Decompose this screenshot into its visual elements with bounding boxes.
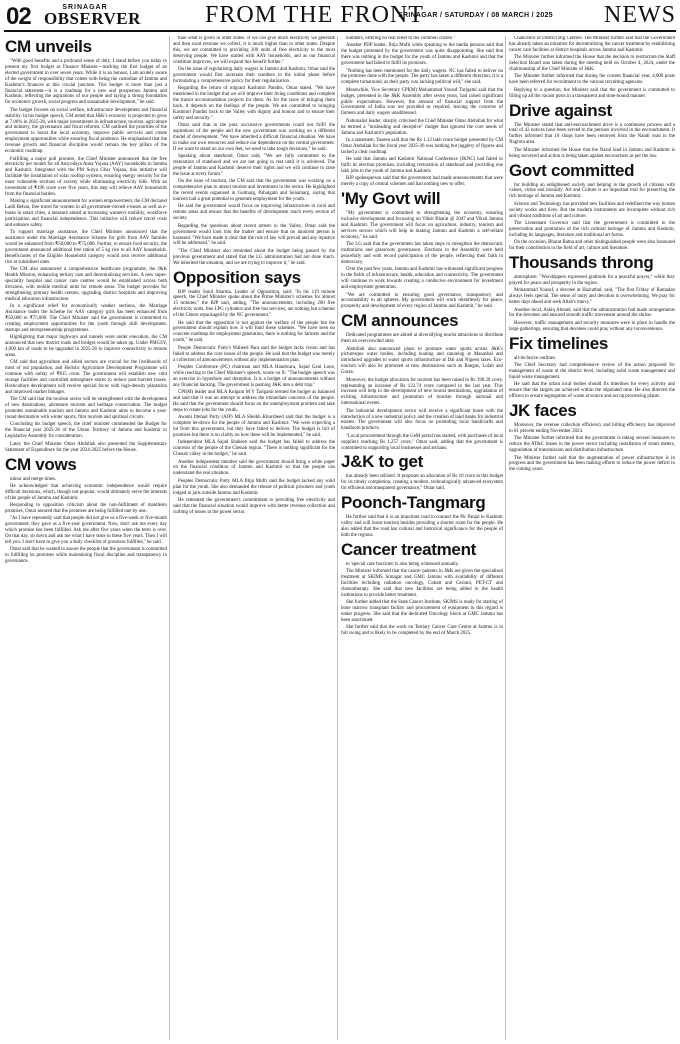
article-paragraph: Science and Technology has provided new facilities and redefined the way human society works and lives. But the modern instruments are incomplete without rich and vibrant traditions of art and culture.: [509, 201, 675, 219]
article-paragraph: Highlighting that major highways and tunnels were under execution, the CM announced that new district roads and bridges would be taken up. Under PMGSY, 4,000 km of roads to be upgraded in 2025-26 to improve connectivity to remote areas.: [5, 335, 167, 358]
article-paragraph: has already been utilized. It proposes an allocation of Rs 10 crore in this budget for its timely completion, creating a modern, technologically advanced ecosystem for efficient and transparent governance," Omar said.: [341, 474, 503, 492]
article-paragraph: "Nothing has been mentioned for the daily wagers. NC has failed to deliver on the promises done with the people. The party has taken a different direction, it is a complete turnaround, as their party was lacking political will," she said.: [341, 68, 503, 86]
article-paragraph: She further added that the State Cancer Institute, SKIMS is ready for starting of bone marrow transplant facility and procurement of equipment in this regard is under progress. She said that the dedicated Oncology block at GMC Jammu has been sanctioned.: [341, 600, 503, 623]
column-4: [509, 36, 675, 1040]
article-paragraph: Concluding his budget speech, the chief minister commended the Budget for the financial year 2025-26 of the Union Territory of Jammu and Kashmir to Legislative Assembly for consideration.: [5, 422, 167, 440]
article-paragraph: He said that the opposition is not against the welfare of the people but the government should explain how it will fund these schemes. "We have seen no concrete roadmap for employment generation, there is nothing for farmers and the youth," he said.: [173, 320, 335, 344]
article-paragraph: However, traffic management and security measures were in place to handle the large gatherings, ensuring that devotees could pray without any inconvenience.: [509, 320, 675, 332]
article-headline: JK faces: [509, 400, 577, 420]
article-paragraph: Peoples Democratic Party MLA Iltija Mufti said the budget lacked any solid plan for the youth. She also demanded the release of political prisoners and youth lodged in jails outside Jammu and Kashmir.: [173, 478, 335, 496]
article-headline: CM announces: [341, 311, 459, 331]
article-headline: CM unveils: [5, 37, 92, 56]
article-paragraph: The Minister further informed the House that the decision to restructure the Staff Selection Board was taken during the meeting held on October 4, 2024, under the chairmanship of the Chief Minister of J&K.: [509, 55, 675, 73]
article-paragraph: People Democratic Party's Waheed Para said the budget lacks vision and has failed to address the core issues of the people. He said that the budget was merely a collection of announcements without any implementation plan.: [173, 345, 335, 363]
article-paragraph: He said the government would focus on improving infrastructure in rural and remote areas and ensure that the benefits of development reach every section of society.: [173, 204, 335, 222]
section-label-news: NEWS: [604, 2, 676, 28]
article-paragraph: The Minister further said that the augmentation of power infrastructure is in progress and the government has been making efforts to reduce the power deficit in the coming years.: [509, 455, 675, 473]
article-paragraph: Dedicated programmes are aimed at diversifying tourist attractions to distribute them on overcrowded sites.: [341, 333, 503, 345]
article-paragraph: Independent MLA Sajad Shaheen said the budget has failed to address the concerns of the people of the Chenab region. "There is nothing significant for the Chenab valley in the budget," he said.: [173, 440, 335, 458]
article-paragraph: Moreover, the budget allocation for tourism has been raised to Rs 390.20 crore, representing an increase of Rs 122.74 crore compared to the last year. This increase will help in the development of new tourist destinations, upgradation of existing infrastructure and promotion of tourism through national and international events.: [341, 377, 503, 407]
article-headline: Opposition says: [173, 267, 301, 287]
article-headline: J&K to get: [341, 452, 424, 472]
article-paragraph: Omar said that in the past, successive governments could not fulfil the aspirations of the people and the new government was working on a different model of development. "We have inherited a difficult financial situation. We have to make our own resources and reduce our dependence on the central government. If we want to stand on our own feet, we need to take tough decisions," he said.: [173, 123, 335, 152]
column-divider: [169, 36, 170, 1040]
article-headline: Drive against: [509, 100, 612, 120]
article-paragraph: Another independent member said the government should bring a white paper on the financial condition of Jammu and Kashmir so that the people can understand the real situation.: [173, 459, 335, 477]
article-paragraph: The Minister informed the House that the Nazul land in Jammu and Kashmir is being surveyed and action is being taken against encroachers as per the law.: [509, 147, 675, 159]
article-paragraph: The industrial development sector will receive a significant boost with the introduction of a new industrial policy and the creation of land banks for industrial estates. The government will also focus on promoting local handicrafts and handloom products.: [341, 408, 503, 432]
article-paragraph: "My government is committed to strengthening the economy, ensuring inclusive development and focussing on Viksit Bharat @ 2047 and Viksit Jammu and Kashmir. The government will focus on agriculture, industry, tourism and services sectors which will help in making Jammu and Kashmir a self-reliant economy," he said.: [341, 211, 503, 240]
article-paragraph: He said that Jammu and Kashmir National Conference (JKNC) had failed to fulfil its election promises, including restoration of statehood and providing one lakh jobs to the youth of Jammu and Kashmir.: [341, 157, 503, 175]
article-paragraph: Replying to a question, the Minister said that the government is committed to filling up all the vacant posts in a transparent and time-bound manner.: [509, 87, 675, 99]
masthead-rule: [4, 30, 676, 32]
article-paragraph: Another PDP leader, Iltija Mufti while speaking to the media persons said that the budget presented by the government was quite disappointing. She said that there was nothing in the budget for the youth of Jammu and Kashmir and that the government had failed to fulfil its promises.: [341, 43, 503, 67]
article-paragraph: He reiterated the government's commitment to providing free electricity and said that the financial situation would improve with better revenue collection and curbing of losses in the power sector.: [173, 497, 335, 515]
article-paragraph: Awami Ittehad Party (AIP) MLA Sheikh Khursheed said that the budget is a complete let-down for the people of Jammu and Kashmir. "We were expecting a lot from this government, but they have failed to deliver. The budget is full of promises but there is no clarity on how these will be implemented," he said.: [173, 415, 335, 438]
dateline: SRINAGAR / SATURDAY / 08 MARCH / 2025: [398, 12, 553, 19]
column-3: [341, 36, 503, 1040]
article-paragraph: The Lieutenant Governor said that the government is committed to the preservation and promotion of the rich cultural heritage of Jammu and Kashmir, including its languages, literature and traditional art forms.: [509, 220, 675, 238]
article-paragraph: than what is given in other states. If we can give much electricity we generate and then want revenue we collect, it is much higher than in other states. Despite this, we are committed to providing 200 units of free electricity to the most deserving people. We have started with AAY households, and as our financial condition improves, we will expand this benefit further.": [173, 36, 335, 65]
article-paragraph: "With good benefits and a profound sense of duty, I stand before you today to present my first budget as Finance Minister—marking the first budget of an elected government in over seven years. While it is an honour, I am acutely aware of the weight of responsibility that comes with being the custodian of Jammu and Kashmir's finances at this crucial juncture. This budget is more than just a financial statement—it is a roadmap for a new and prosperous Jammu and Kashmir, reflecting the aspirations of our people and laying a strong foundation for economic growth, social progress and sustainable development," he said.: [5, 59, 167, 106]
article-paragraph: The LG said that the government has taken steps to strengthen the democratic institutions and grassroots governance. Elections to the Assembly were held peacefully and with record participation of the people, reflecting their faith in democracy.: [341, 242, 503, 265]
article-paragraph: He said that the urban local bodies should fix timelines for every activity and ensure that the targets are achieved within the stipulated time. He also directed the officers to ensure segregation of waste at source and set up processing plants.: [509, 382, 675, 400]
article-paragraph: BJP spokesperson said that the government had made announcements that were merely a copy of central schemes and had nothing new to offer.: [341, 176, 503, 188]
article-paragraph: Later, the Chief Minister Omar Abdullah also presented the Supplementary Statement of Expenditure for the year 2024-2025 before the House.: [5, 441, 167, 453]
paper-name: OBSERVER: [44, 9, 141, 28]
article-paragraph: atmosphere. "Worshippers expressed gratitude for a peaceful prayer," while they prayed for peace and prosperity in the region.: [509, 274, 675, 286]
article-paragraph: The budget focuses on social welfare, infrastructure development and financial stability. In his budget speech, CM noted that J&K's economy is projected to grow at 7.06% in 2025-26, with major investments in infrastructure, tourism, agriculture and industry, the governance and fiscal reforms. CM outlined the priorities of the government to boost the local economy, improve public services and create employment opportunities while ensuring fiscal prudence. He emphasised that the revenue growth and financial discipline would remain the key pillars of the economic roadmap.: [5, 107, 167, 155]
article-paragraph: Nationalist leader, sharply criticised the Chief Minister Omar Abdullah for what he termed a "misleading and deceptive" budget that ignored the core needs of Jammu and Kashmir's population.: [341, 118, 503, 136]
article-paragraph: He further said that it is an important road to connect the Pir Panjal to Kashmir valley and will boost tourism besides providing a shorter route for the people. He also added that the road has cultural and historical significance for the people of both the regions.: [341, 515, 503, 538]
article-paragraph: Responding to opposition criticism about the non-fulfilment of manifesto promises, Omar assured that the promises are being fulfilled one by one.: [5, 503, 167, 515]
article-headline: CM vows: [5, 454, 77, 474]
article-paragraph: Peoples Conference (PC) chairman and MLA Handwara, Sajad Gani Lone, while reacting to the Chief Minister's speech, wrote on X: "The budget speech was an exercise in hyperbole and deception. It is a budget of announcements without any financial backing. The government is pushing J&K into a debt trap.": [173, 364, 335, 388]
article-paragraph: To support marriage assistance, the Chief Minister announced that the assistance under the Marriage Assistance Scheme for girls from AAY families would be enhanced from ₹50,000 to ₹75,000. Further, to ensure food security, the government announced additional free ration of 5 kg rice to all AAY households. Beneficiaries of the Eligible Household category would also receive additional rice at subsidised rates.: [5, 230, 167, 265]
article-paragraph: The Minister further informed that the government is taking several measures to reduce the AT&C losses in the power sector including installation of smart meters, upgradation of transmission and distribution infrastructure.: [509, 436, 675, 454]
article-paragraph: numbers, offering no real relief to the common citizen.": [346, 36, 456, 41]
column-divider: [337, 36, 338, 1040]
article-paragraph: Over the past few years, Jammu and Kashmir has witnessed significant progress in the fields of infrastructure, health, education and connectivity. The government will continue to work towards creating a conducive environment for investment and employment generation.: [341, 267, 503, 291]
article-paragraph: Speaking about statehood, Omar said, "We are fully committed to the restoration of statehood and we are not going to rest until it is achieved. The people of Jammu and Kashmir deserve their rights and we will continue to raise the issue at every forum.": [173, 154, 335, 177]
article-paragraph: to 'special care baccines' is also being witnessed annually.: [346, 561, 459, 567]
paper-city: SRINAGAR: [62, 4, 108, 11]
article-paragraph: The Minister informed that the cancer patients in J&K are given the specialised treatment at SKIMS Srinagar and GMC Jammu with availability of different facilities including radiation oncology, Cobalt and Cesium, PET-CT and chemotherapy. She said that new facilities are being added in the health institutions to provide better treatment.: [341, 569, 503, 598]
article-paragraph: "As I have repeatedly said that people did not give us a five-week or five-month government; they gave us a five-year government. Now, don't ask me every day which promise has been fulfilled. Ask me after five years when the term is over. On that day, sit down and ask me what I have done in these five years. Then I will tell you. I don't have to give you a daily checklist of promises fulfilled," he said.: [5, 516, 167, 546]
article-headline: Govt committed: [509, 160, 635, 180]
article-paragraph: "Local procurement through the GeM portal has started, with purchases of local suppliers reaching Rs 1,257 crore," Omar said, adding that the government is committed to supporting local businesses and artisans.: [341, 433, 503, 451]
article-paragraph: In a significant relief for economically weaker sections, the Marriage Assistance under the Scheme for AAY category girls has been enhanced from ₹50,000 to ₹75,000. The Chief Minister said the government is committed to creating employment opportunities for the youth through skill development, startups and entrepreneurship programmes.: [5, 304, 167, 333]
article-paragraph: Fulfilling a major poll promise, the Chief Minister announced that the free electricity per month for all Antyodaya Anna Yojana (AAY) households in Jammu and Kashmir. Integrated with the PM Surya Ghar Yojana, this initiative will facilitate the installation of solar rooftop systems, ensuring energy security for the most vulnerable sections of society while eliminating electricity bills. With an investment of ₹196 crore over five years, this step will relieve AAY households from the financial burden.: [5, 156, 167, 197]
article-paragraph: In a statement, Yaseen said that the Rs 1.12 lakh crore budget presented by CM Omar Abdullah for the fiscal year 2025-26 was nothing but jugglery of figures and lacked a clear roadmap.: [341, 138, 503, 155]
article-paragraph: On the issue of regularising daily wagers in Jammu and Kashmir, Omar said the government would first ascertain their numbers in the initial phase before formulating a comprehensive policy for their regularisation.: [173, 67, 335, 84]
article-paragraph: The Chief Secretary had comprehensive review of the action proposed for management of waste at the district level, including solid waste management and liquid waste management.: [509, 363, 675, 380]
article-headline: Poonch-Tangmarg: [341, 493, 486, 513]
article-paragraph: He acknowledged that achieving economic independence would require difficult decisions, which, though not popular, would ultimately serve the interests of the people of Jammu and Kashmir.: [5, 483, 167, 501]
article-paragraph: CM said that agriculture and allied sectors are crucial for the livelihoods of most of our population, and Holistic Agriculture Development Programme will continue with outlay of ₹815 crore. The government will establish new cold storage facilities and controlled atmosphere stores to reduce post-harvest losses. Horticulture development will receive special focus with high-density plantation and improved market linkages.: [5, 360, 167, 395]
article-paragraph: Abdullah also announced plans to promote water sports across J&K's picturesque water bodies, including boating and canoeing at Manasbal and introduced upgrades to water sports infrastructure at Dal and Nigeen lakes. Eco-tourism will also be promoted at new destinations such as Bangus, Lolab and Gurez.: [341, 346, 503, 376]
article-paragraph: On the issue of tourism, the CM said that the government was working on a comprehensive plan to attract tourists and investment in the sector. He highlighted the recent events organised in Gulmarg, Pahalgam and Sonamarg, saying that tourism had a great potential to generate employment for the youth.: [173, 179, 335, 203]
article-headline: Thousands throng: [509, 252, 654, 272]
article-headline: 'My Govt will: [341, 189, 441, 209]
article-paragraph: Regarding the return of migrant Kashmiri Pandits, Omar stated, "We have mentioned in the budget that we will improve their living conditions and complete the transit accommodation projects for them. As for the issue of bringing them back, it depends on the feelings of the people. We are committed to bringing Kashmiri Pandits back to the Valley with dignity and honour and to ensure their safety and security.": [173, 86, 335, 121]
section-title: FROM THE FRONT: [205, 2, 424, 28]
article-paragraph: Making a significant announcement for women empowerment, the CM declared Ladli Behna, free travel for women in all government-owned e-buses as well as e-buses in smart cities, a measure aimed at increasing women's mobility, workforce participation and financial independence. This initiative will reduce travel costs and enhance safety.: [5, 199, 167, 228]
article-paragraph: On the occasion, Bharat Ratna and other distinguished people were also honoured for their contribution in the field of art, culture and literature.: [509, 240, 675, 252]
paper-logo: [44, 4, 141, 28]
article-paragraph: "We are committed to ensuring good governance, transparency and accountability in all spheres. My government will work relentlessly for peace, prosperity and development of every region of Jammu and Kashmir," he said.: [341, 292, 503, 310]
article-paragraph: The Minister stated that anti-encroachment drive is a continuous process and a total of 42 notices have been served to the persons involved in the encroachment. It further informed that 10 shops have been removed from the Nandi road in the Nagrota area.: [509, 122, 675, 146]
article-paragraph: She further said that the work on Tertiary Cancer Care Centre at Jammu is in full swing and is likely to be completed by the end of March 2025.: [341, 625, 503, 637]
page-number: 02: [6, 3, 31, 30]
article-paragraph: The CM also announced a comprehensive healthcare programme, the J&K Health Mission, enhancing tertiary care and decentralising services. A new super-speciality hospital and cancer care centres would be established across both divisions, with mobile medical units for remote areas. The budget provides for strengthening primary health centres, upgrading district hospitals and improving medical education infrastructure.: [5, 267, 167, 302]
masthead: [0, 0, 680, 30]
article-headline: Cancer treatment: [341, 539, 477, 559]
article-paragraph: Mohammad Yousuf, a devotee at Hazratbal, said, "The first Friday of Ramadan always feels special. The sense of unity and devotion is overwhelming. We pray for better days ahead and seek Allah's mercy.": [509, 288, 675, 306]
article-paragraph: Regarding the questions about recent arrests in the Valley, Omar said the government would look into the matter and ensure that no innocent person is harassed. "We have made it clear that the rule of law will prevail and any injustice will be addressed," he said.: [173, 223, 335, 247]
column-divider: [505, 36, 506, 1040]
article-paragraph: BJP leader Sunil Sharma, Leader of Opposition, said: "In his 119 minute speech, the Chief Minister spoke about the Prime Minister's schemes for almost 15 minutes," the BJP said, adding, "The announcements, including 200 free electricity units, free LPG cylinders and free bus services, are nothing but schemes of the Centre repackaged by the NC government.": [173, 289, 335, 319]
article-paragraph: CPI(M) leader and MLA Kulgam M Y Tarigami termed the budget as balanced and said that it was an attempt to address the immediate concerns of the people. He said that the government should focus on the unemployment problem and take steps to create jobs for the youth.: [173, 390, 335, 413]
article-paragraph: The CM said that the tourism sector will be strengthened with the development of new destinations, adventure tourism and heritage conservation. The budget promotes sustainable tourism and Jammu and Kashmir aims to become a year-round destination with winter sports, film tourism and spiritual circuits.: [5, 397, 167, 421]
article-paragraph: Chancellor of District Big Centres. The Minister further said that the Government has already taken an initiative for decentralizing the cancer treatment by establishing cancer care facilities at district hospitals across Jammu and Kashmir.: [509, 36, 675, 53]
article-paragraph: minor and merge times.: [10, 476, 57, 482]
article-paragraph: Omar said that he wanted to assure the people that the government is committed to fulfilling its promises while maintaining fiscal discipline and transparency in governance.: [5, 547, 167, 565]
article-paragraph: for building an enlightened society and helping in the growth of citizens with values, virtue and morality. Art and Culture is an important tool for preserving the rich heritage of Jammu and Kashmir.: [509, 182, 675, 200]
column-2: [173, 36, 335, 1040]
column-1: [5, 36, 167, 1040]
article-headline: Fix timelines: [509, 333, 609, 353]
article-paragraph: "The Chief Minister also reminded about the budget being passed by the previous government and stated that the LG administration had not done much. We inherited the situation, and we are trying to improve it," he said.: [173, 248, 335, 266]
article-paragraph: Another local, Ashiq Ahmad, said that the administration had made arrangements for the devotees and ensured smooth traffic movement around the shrine.: [509, 307, 675, 319]
article-paragraph: The Minister further informed that during the current financial year, 4,000 posts have been referred for recruitment to the various recruiting agencies.: [509, 74, 675, 86]
article-paragraph: Moreover, the revenue collection efficiency and billing efficiency has improved to 81 percent ending November 2024.: [509, 422, 675, 434]
article-paragraph: Meanwhile, Vice Secretary CPI(M) Mohammad Yousuf Tarigami said that the budget, presented in the J&K Assembly after seven years, had raised significant public expectations. However, the amount of financial support from the Government of India was not provided as required, leaving the concerns of farmers and daily wagers unaddressed.: [341, 87, 503, 117]
article-paragraph: all-inclusive outlines.: [514, 355, 557, 361]
